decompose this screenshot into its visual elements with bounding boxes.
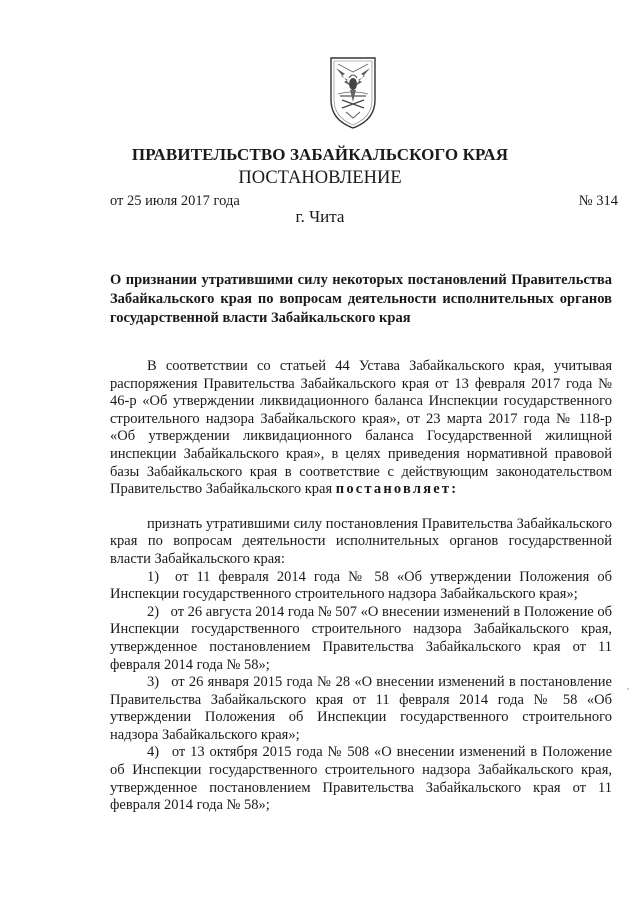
document-city: г. Чита (295, 207, 345, 226)
item-text: от 26 января 2015 года № 28 «О внесении изменений в постановление Правительства Забайкальского края от 11 февраля 2014 года № 58 «Об утверждении Положения об Инспекции государственного строительного надзора Забайкальского края»; (110, 674, 612, 743)
item-number: 2) (147, 603, 160, 620)
document-body (110, 358, 612, 815)
document-type: ПОСТАНОВЛЕНИЕ (238, 168, 402, 188)
document-subject: О признании утратившими силу некоторых постановлений Правительства Забайкальского края по вопросам деятельности исполнительных органов государственной власти Забайкальского края (110, 272, 612, 326)
item-text: от 11 февраля 2014 года № 58 «Об утверждении Положения об Инспекции государственного строительного надзора Забайкальского края»; (110, 568, 612, 603)
list-item (110, 674, 612, 744)
list-item (110, 604, 612, 674)
decision-paragraph: признать утратившими силу постановления Правительства Забайкальского края по вопросам деятельности исполнительных органов государственной власти Забайкальского края: (110, 515, 612, 567)
government-title: ПРАВИТЕЛЬСТВО ЗАБАЙКАЛЬСКОГО КРАЯ (131, 145, 509, 164)
document-date: от 25 июля 2017 года (110, 193, 240, 209)
document-number: № 314 (578, 193, 618, 209)
scan-speck (627, 688, 629, 690)
coat-of-arms-icon (328, 56, 378, 130)
item-text: от 13 октября 2015 года № 508 «О внесении изменений в Положение об Инспекции государственного строительного надзора Забайкальского края, утвержденное постановлением Правительства Забайкальского края от 11 февраля 2014 года № 58»; (110, 744, 613, 814)
item-number: 3) (147, 674, 160, 691)
ruling-colon: : (451, 481, 459, 498)
list-item (110, 569, 612, 604)
preamble-text: В соответствии со статьей 44 Устава Забайкальского края, учитывая распоряжения Правительства Забайкальского края от 13 февраля 2017 года № 46-р «Об утверждении ликвидационного баланса Инспекции государственного строительного надзора Забайкальского края», от 23 марта 2017 года № 118-р «Об утверждении ликвидационного баланса Государственной жилищной инспекции Забайкальского края», в целях приведения нормативной правовой базы Забайкальского края в соответствие с действующим законодательством Правительство Забайкальского края (110, 358, 612, 498)
preamble-paragraph (110, 358, 612, 499)
item-number: 1) (147, 568, 160, 585)
item-text: от 26 августа 2014 года № 507 «О внесении изменений в Положение об Инспекции государственного строительного надзора Забайкальского края, утвержденное постановлением Правительства Забайкальского края от 11 февраля 2014 года № 58»; (110, 603, 613, 673)
list-item (110, 744, 612, 814)
item-number: 4) (147, 744, 160, 761)
ruling-word: постановляет (335, 481, 452, 498)
